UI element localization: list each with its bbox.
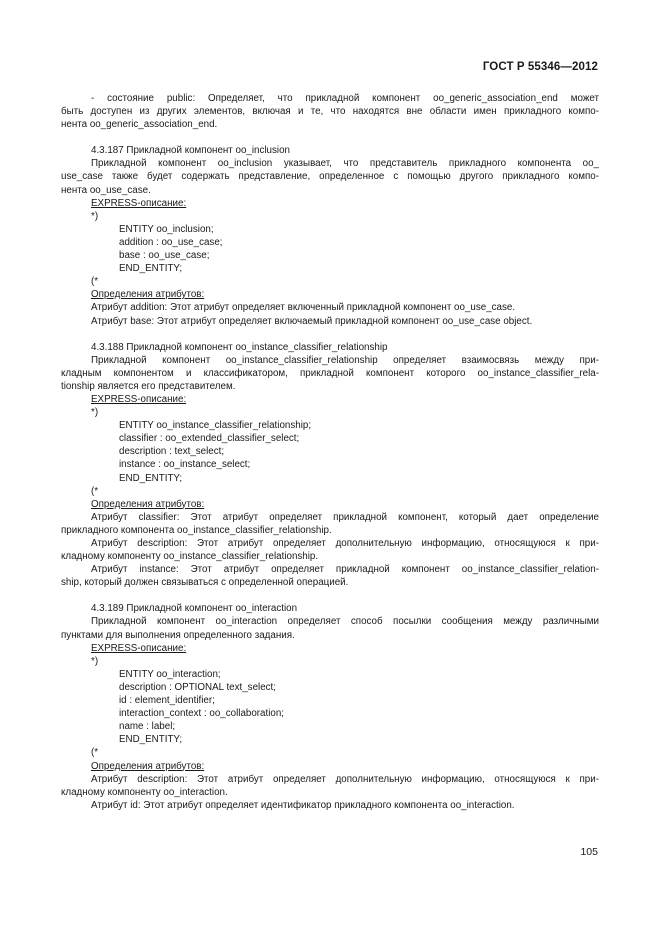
code-line: description : OPTIONAL text_select; — [119, 681, 276, 693]
section-heading: 4.3.187 Прикладной компонент oo_inclusion — [91, 145, 290, 157]
attribute-line: Атрибут instance: Этот атрибут определяет прикладной компонент oo_instance_classifier_relation- — [91, 564, 599, 576]
intro-line: быть доступен из других элементов, включая и те, что находятся вне области имен прикладного компо- — [61, 106, 599, 118]
section-description-line: Прикладной компонент oo_interaction определяет способ посылки сообщения между различными — [91, 616, 599, 628]
comment-close-marker: (* — [91, 747, 99, 759]
express-label: EXPRESS-описание: — [91, 393, 187, 405]
code-line: description : text_select; — [119, 446, 225, 458]
code-line: classifier : oo_extended_classifier_select; — [119, 433, 300, 445]
section-description-line: пунктами для выполнения определенного задания. — [61, 629, 295, 641]
attribute-line: Атрибут description: Этот атрибут определяет дополнительную информацию, относящуюся к при- — [91, 773, 599, 785]
section-description-line: Прикладной компонент oo_instance_classifier_relationship определяет взаимосвязь между при- — [91, 354, 599, 366]
page-number: 105 — [580, 846, 598, 858]
comment-open-marker: *) — [91, 210, 99, 222]
code-line: interaction_context : oo_collaboration; — [119, 708, 285, 720]
attribute-line: кладному компоненту oo_interaction. — [61, 786, 228, 798]
comment-close-marker: (* — [91, 485, 99, 497]
section-heading: 4.3.189 Прикладной компонент oo_interaction — [91, 603, 298, 615]
section-description-line: use_case также будет содержать представление, определенное с помощью другого прикладного компо- — [61, 171, 599, 183]
code-line: id : element_identifier; — [119, 695, 215, 707]
attribute-line: кладному компоненту oo_instance_classifier_relationship. — [61, 551, 319, 563]
section-heading: 4.3.188 Прикладной компонент oo_instance_classifier_relationship — [91, 341, 388, 353]
code-line: END_ENTITY; — [119, 263, 183, 275]
express-label: EXPRESS-описание: — [91, 197, 187, 209]
comment-close-marker: (* — [91, 276, 99, 288]
attribute-line: ship, который должен связываться с определенной операцией. — [61, 577, 349, 589]
comment-open-marker: *) — [91, 407, 99, 419]
attributes-label: Определения атрибутов: — [91, 498, 205, 510]
attribute-line: Атрибут id: Этот атрибут определяет идентификатор прикладного компонента oo_interaction. — [91, 799, 515, 811]
section-description-line: Прикладной компонент oo_inclusion указывает, что представитель прикладного компонента oo_ — [91, 158, 599, 170]
attributes-label: Определения атрибутов: — [91, 289, 205, 301]
section-description-line: нента oo_use_case. — [61, 184, 151, 196]
code-line: base : oo_use_case; — [119, 250, 210, 262]
attributes-label: Определения атрибутов: — [91, 760, 205, 772]
document-standard-number: ГОСТ Р 55346—2012 — [482, 61, 598, 73]
intro-line: нента oo_generic_association_end. — [61, 119, 218, 131]
code-line: ENTITY oo_inclusion; — [119, 223, 214, 235]
code-line: instance : oo_instance_select; — [119, 459, 251, 471]
attribute-line: прикладного компонента oo_instance_classifier_relationship. — [61, 524, 332, 536]
intro-line: - состояние public: Определяет, что прикладной компонент oo_generic_association_end может — [91, 93, 599, 104]
comment-open-marker: *) — [91, 655, 99, 667]
attribute-line: Атрибут base: Этот атрибут определяет включаемый прикладной компонент oo_use_case object. — [91, 315, 533, 327]
attribute-line: Атрибут description: Этот атрибут определяет дополнительную информацию, относящуюся к при- — [91, 538, 599, 549]
attribute-line: Атрибут addition: Этот атрибут определяет включенный прикладной компонент oo_use_case. — [91, 302, 516, 314]
section-description-line: кладным компонентом и классификатором, прикладной компонент которого oo_instance_classifier_rela- — [61, 367, 599, 379]
attribute-line: Атрибут classifier: Этот атрибут определяет прикладной компонент, который дает определение — [91, 511, 599, 523]
code-line: ENTITY oo_interaction; — [119, 668, 221, 680]
code-line: name : label; — [119, 721, 176, 733]
code-line: END_ENTITY; — [119, 734, 183, 746]
code-line: END_ENTITY; — [119, 472, 183, 484]
code-line: ENTITY oo_instance_classifier_relationship; — [119, 420, 312, 432]
code-line: addition : oo_use_case; — [119, 236, 223, 248]
express-label: EXPRESS-описание: — [91, 642, 187, 654]
section-description-line: tionship является его представителем. — [61, 380, 236, 392]
document-column — [61, 92, 599, 812]
